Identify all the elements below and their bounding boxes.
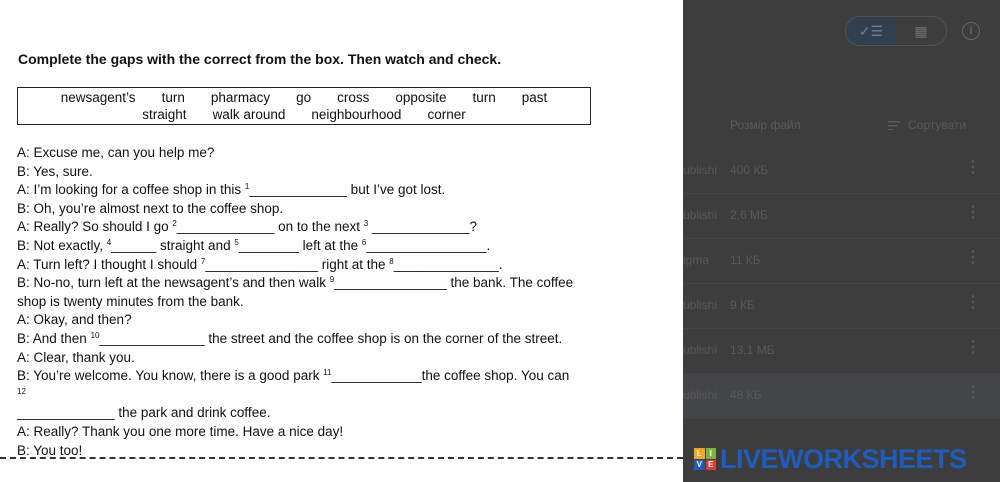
view-toggle[interactable] <box>845 16 947 46</box>
dialogue-text: A: Really? Thank you one more time. Have a nice day! <box>17 423 344 439</box>
word-box-word: turn <box>472 90 496 105</box>
dialogue-text: _____________? <box>368 219 478 235</box>
word-box-word: opposite <box>395 90 447 105</box>
dashed-divider <box>0 457 683 459</box>
dialogue-text: B: You too! <box>17 442 83 458</box>
file-owner: ublishi <box>683 163 718 177</box>
gap-number: 1 <box>244 182 250 192</box>
info-icon[interactable] <box>962 22 980 40</box>
word-box-word: turn <box>161 90 185 105</box>
gap-number: 2 <box>172 219 177 229</box>
file-size: 48 КБ <box>730 388 762 402</box>
dialogue-line <box>17 293 607 312</box>
word-box-word: neighbourhood <box>311 107 402 122</box>
word-box-word: pharmacy <box>210 90 271 105</box>
size-column-header[interactable]: Розмір файл <box>730 118 801 132</box>
dialogue-text: ________________. <box>366 237 491 253</box>
dialogue-line <box>17 367 607 386</box>
dialogue-text: B: No-no, turn left at the newsagent’s and then walk <box>17 275 330 291</box>
liveworksheets-logo <box>694 444 989 474</box>
dialogue-line <box>17 386 607 405</box>
file-owner: ublishi <box>683 343 718 357</box>
dialogue-line <box>17 237 607 256</box>
grid-view-icon[interactable]: ▦ <box>914 22 928 39</box>
word-box-word: newsagent’s <box>60 90 136 105</box>
more-options-icon[interactable]: ⋮ <box>965 249 981 266</box>
file-row[interactable] <box>683 329 1000 374</box>
dialogue-line <box>17 330 607 349</box>
logo-mark-icon <box>694 448 716 470</box>
logo-tile: V <box>694 460 705 471</box>
dialogue-text: ______ straight and <box>111 237 235 253</box>
gap-number: 6 <box>361 237 367 247</box>
gap-number: 4 <box>106 237 112 247</box>
word-box-word: cross <box>337 90 370 105</box>
dialogue-line <box>17 274 607 293</box>
logo-tile: L <box>694 448 705 459</box>
word-box <box>17 87 591 125</box>
more-options-icon[interactable]: ⋮ <box>965 294 981 311</box>
dialogue-text: B: And then <box>17 330 91 346</box>
more-options-icon[interactable]: ⋮ <box>965 159 981 176</box>
file-row[interactable] <box>683 284 1000 329</box>
dialogue-text: shop is twenty minutes from the bank. <box>17 293 244 309</box>
dialogue-text: _____________ but I’ve got lost. <box>249 182 446 198</box>
dialogue-text: ________ left at the <box>238 237 362 253</box>
dialogue-text: A: Okay, and then? <box>17 312 132 328</box>
gap-number: 8 <box>389 256 394 266</box>
dialogue-line <box>17 163 607 182</box>
file-owner: ublishi <box>683 388 718 402</box>
gap-number: 9 <box>329 275 335 285</box>
more-options-icon[interactable]: ⋮ <box>965 204 981 221</box>
gap-number: 10 <box>90 330 100 340</box>
logo-tile: I <box>706 448 717 459</box>
logo-tile: E <box>706 460 717 471</box>
file-size: 2,6 МБ <box>730 208 768 222</box>
file-row[interactable] <box>683 239 1000 284</box>
dialogue-text: _______________ right at the <box>205 256 390 272</box>
checklist-icon[interactable]: ✓☰ <box>846 17 896 45</box>
dialogue-text: A: Excuse me, can you help me? <box>17 145 215 160</box>
gap-number: 11 <box>323 368 332 378</box>
dialogue-text: A: Really? So should I go <box>17 219 173 235</box>
dialogue-line <box>17 144 607 163</box>
sort-button[interactable] <box>888 118 966 132</box>
word-box-row <box>18 107 590 125</box>
dialogue-text: B: You’re welcome. You know, there is a good park <box>17 368 324 384</box>
dialogue-text: _____________ on to the next <box>176 219 364 235</box>
gap-number: 5 <box>234 237 239 247</box>
gap-number: 12 <box>17 386 26 396</box>
word-box-word: corner <box>427 107 466 122</box>
dialogue <box>17 144 607 460</box>
gap-number: 3 <box>363 219 369 229</box>
word-box-word: straight <box>142 107 187 122</box>
info-icon-glyph: i <box>969 25 973 37</box>
worksheet-title: Complete the gaps with the correct from the box. Then watch and check. <box>18 51 502 67</box>
dialogue-text: B: Yes, sure. <box>17 163 93 179</box>
more-options-icon[interactable]: ⋮ <box>965 384 981 401</box>
dialogue-line <box>17 311 607 330</box>
file-size: 9 КБ <box>730 298 755 312</box>
dialogue-text: A: Turn left? I thought I should <box>17 256 201 272</box>
word-box-row <box>18 90 590 108</box>
dialogue-line <box>17 218 607 237</box>
dialogue-text: B: Not exactly, <box>17 237 107 253</box>
sort-label: Сортувати <box>908 118 967 132</box>
dialogue-text: B: Oh, you’re almost next to the coffee shop. <box>17 200 284 216</box>
dialogue-text: A: I’m looking for a coffee shop in this <box>17 182 245 198</box>
file-row[interactable] <box>683 374 1000 419</box>
dialogue-line <box>17 256 607 275</box>
gap-number: 7 <box>200 256 206 266</box>
file-size: 13,1 МБ <box>730 343 775 357</box>
file-owner: igma <box>683 253 710 267</box>
file-row[interactable] <box>683 149 1000 194</box>
dialogue-line <box>17 200 607 219</box>
file-row[interactable] <box>683 194 1000 239</box>
dialogue-text: _____________ the park and drink coffee. <box>17 405 271 421</box>
dialogue-line <box>17 181 607 200</box>
dialogue-line <box>17 349 607 368</box>
dialogue-text: A: Clear, thank you. <box>17 349 135 365</box>
file-owner: ublishi <box>683 208 718 222</box>
file-size: 11 КБ <box>730 253 761 267</box>
dialogue-text: ____________the coffee shop. You can <box>331 368 570 384</box>
dialogue-text: ______________. <box>393 256 503 272</box>
file-owner: ublishi <box>683 298 718 312</box>
word-box-word: walk around <box>212 107 286 122</box>
dialogue-line <box>17 423 607 442</box>
logo-text: LIVEWORKSHEETS <box>720 443 967 474</box>
dialogue-text: ______________ the street and the coffee shop is on the corner of the street. <box>99 330 563 346</box>
word-box-word: go <box>296 90 312 105</box>
dialogue-text: _______________ the bank. The coffee <box>334 275 574 291</box>
more-options-icon[interactable]: ⋮ <box>965 339 981 356</box>
file-size: 400 КБ <box>730 163 769 177</box>
sort-icon <box>888 121 900 130</box>
dialogue-line <box>17 404 607 423</box>
word-box-word: past <box>521 90 548 105</box>
